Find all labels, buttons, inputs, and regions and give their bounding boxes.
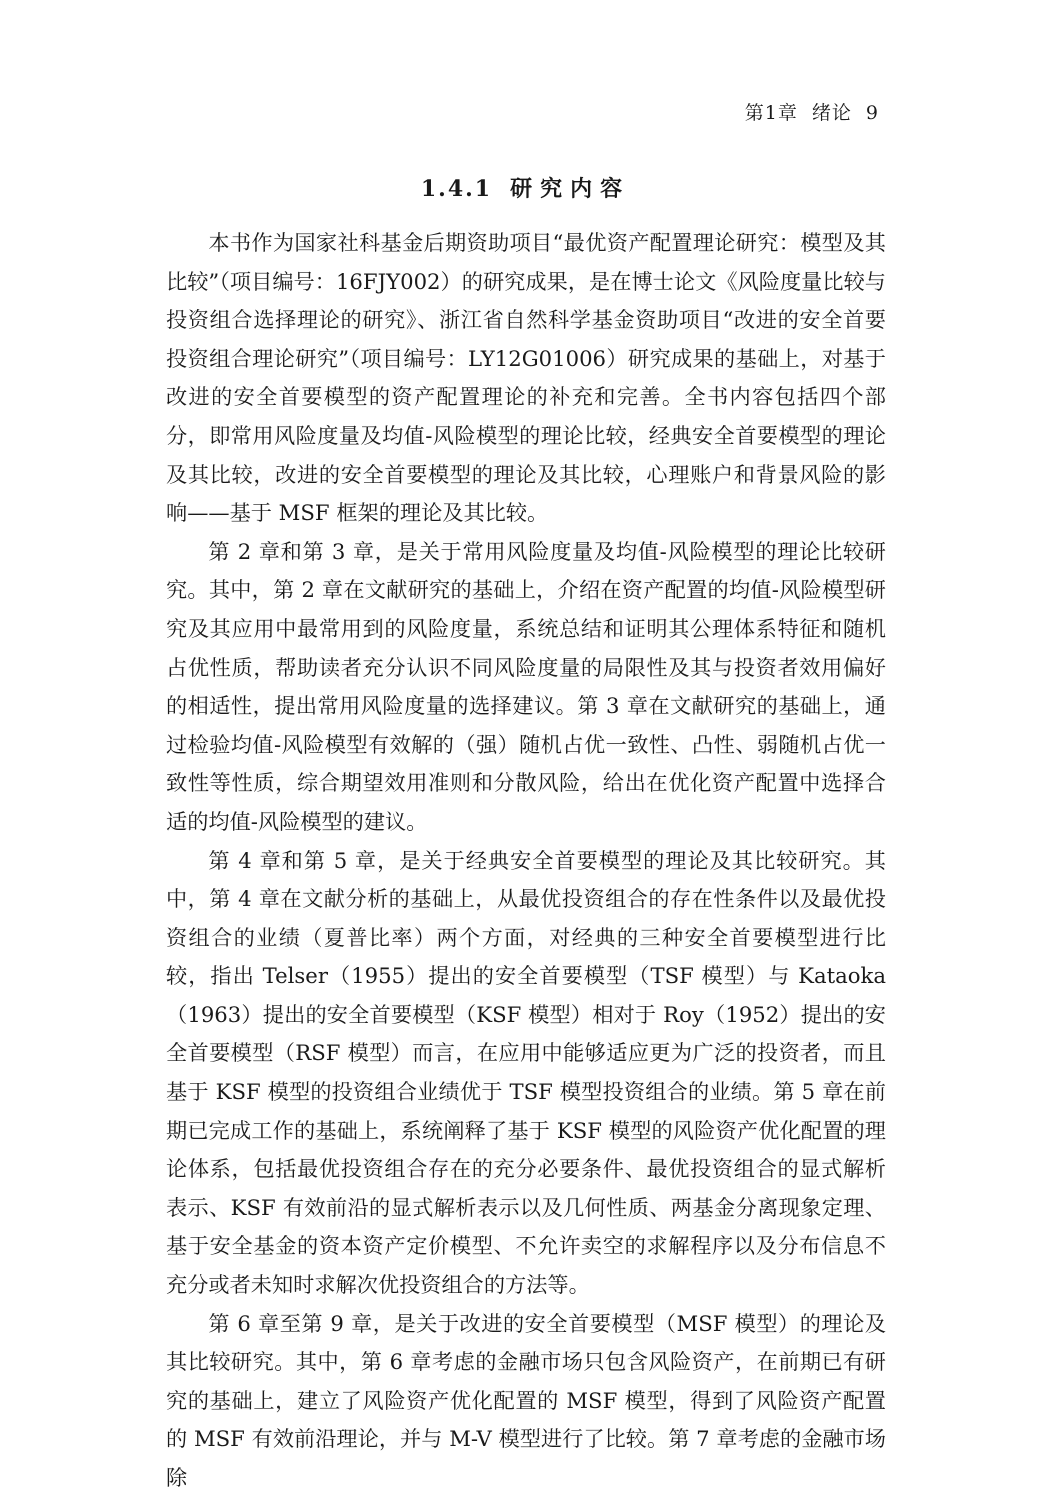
paragraph-2: 第 2 章和第 3 章，是关于常用风险度量及均值-风险模型的理论比较研究。其中，第 2 章在文献研究的基础上，介绍在资产配置的均值-风险模型研究及其应用中最常用到的风险度量，系统总结和证明其公理体系特征和随机占优性质，帮助读者充分认识不同风险度量的局限性及其与投资者效用偏好的相适性，提出常用风险度量的选择建议。第 3 章在文献研究的基础上，通过检验均值-风险模型有效解的（强）随机占优一致性、凸性、弱随机占优一致性等性质，综合期望效用准则和分散风险，给出在优化资产配置中选择合适的均值-风险模型的建议。 [166,538,886,834]
paragraph-1: 本书作为国家社科基金后期资助项目“最优资产配置理论研究：模型及其比较”（项目编号：16FJY002）的研究成果，是在博士论文《风险度量比较与投资组合选择理论的研究》、浙江省自然科学基金资助项目“改进的安全首要投资组合理论研究”（项目编号：LY12G01006）研究成果的基础上，对基于改进的安全首要模型的资产配置理论的补充和完善。全书内容包括四个部分，即常用风险度量及均值-风险模型的理论比较，经典安全首要模型的理论及其比较，改进的安全首要模型的理论及其比较，心理账户和背景风险的影响——基于 MSF 框架的理论及其比较。 [166,230,886,526]
section-title-text: 研究内容 [510,176,631,202]
paragraph-3: 第 4 章和第 5 章，是关于经典安全首要模型的理论及其比较研究。其中，第 4 章在文献分析的基础上，从最优投资组合的存在性条件以及最优投资组合的业绩（夏普比率）两个方面，对经典的三种安全首要模型进行比较，指出 Telser（1955）提出的安全首要模型（TSF 模型）与 Kataoka（1963）提出的安全首要模型（KSF 模型）相对于 Roy（1952）提出的安全首要模型（RSF 模型）而言，在应用中能够适应更为广泛的投资者，而且基于 KSF 模型的投资组合业绩优于 TSF 模型投资组合的业绩。第 5 章在前期已完成工作的基础上，系统阐释了基于 KSF 模型的风险资产优化配置的理论体系，包括最优投资组合存在的充分必要条件、最优投资组合的显式解析表示、KSF 有效前沿的显式解析表示以及几何性质、两基金分离现象定理、基于安全基金的资本资产定价模型、不允许卖空的求解程序以及分布信息不充分或者未知时求解次优投资组合的方法等。 [166,847,886,1298]
section-number: 1.4.1 [420,176,493,202]
section-heading [0,172,1051,203]
chapter-title: 绪论 [811,102,852,124]
chapter-label: 第1章 [744,102,798,124]
running-header [745,98,879,125]
body-text [166,224,886,1498]
page-number: 9 [865,102,879,124]
paragraph-4: 第 6 章至第 9 章，是关于改进的安全首要模型（MSF 模型）的理论及其比较研究。其中，第 6 章考虑的金融市场只包含风险资产，在前期已有研究的基础上，建立了风险资产优化配置的 MSF 模型，得到了风险资产配置的 MSF 有效前沿理论，并与 M-V 模型进行了比较。第 7 章考虑的金融市场除 [166,1310,886,1490]
